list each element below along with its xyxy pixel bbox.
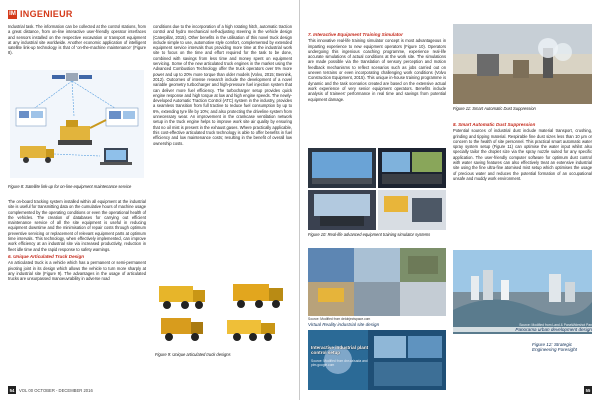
articulated-truck-icon <box>227 320 275 341</box>
right-column-2-body <box>453 120 592 183</box>
satellite-diagram-svg <box>10 70 144 178</box>
left-footer <box>8 386 93 394</box>
page-number: 55 <box>585 387 591 393</box>
panorama-svg <box>453 250 592 334</box>
virtual-reality-image <box>308 248 446 316</box>
figure-11-caption: Figure 11: Smart Automatic Dust Suppression <box>453 106 536 111</box>
paragraph: The on-board tracking system installed within all equipment at the industrial site is useful for transmitting data on the cumulative hours of machine usage complemented by the operating conditions or even the operational health of the vehicles. The creation of databases for carrying out efficient maintenance service of all the site equipment is useful in reducing equipment downtime and the minimisation of repair costs through optimum preventive servicing or replacement of relevant equipment parts at optimum time intervals. This technology, when effectively implemented, can improve work efficiency at an industrial site via increased productivity, reduction in fleet idle time and the rapid response to safety warnings. <box>8 199 146 252</box>
figure-12-caption: Figure 12: Strategic Engineering Foresight <box>532 342 577 353</box>
section-8-heading: 8. Smart Automatic Dust Suppression <box>453 122 536 127</box>
panorama-source: Source: Modified from Land & PanaWideshot Pan <box>519 323 592 327</box>
figure-9-trucks <box>155 278 292 348</box>
paragraph: An articulated truck is a vehicle which has a permanent or semi-permanent pivoting joint in its design which allows the vehicle to turn more sharply at any industrial site (Figure 9). The advantages in the usage of articulated trucks are unsurpassed manoeuvrability in adverse road <box>8 260 146 282</box>
left-column-2-body <box>153 24 292 148</box>
right-page <box>300 0 600 400</box>
section-7-heading: 7. Interactive Equipment Training Simulator <box>308 32 403 37</box>
panorama-urban-image <box>453 250 592 334</box>
trucks-svg <box>155 278 292 348</box>
figure-11-dust-suppression-image <box>453 24 592 104</box>
figure-8-satellite-diagram <box>10 70 144 178</box>
page-number: 54 <box>9 387 15 393</box>
dust-suppression-svg <box>453 24 592 104</box>
paragraph: Potential sources of industrial dust include material transport, crushing, grinding and tipping material. Respirable fine dust sizes less than 10 μm or concern to the health of site personnel. This practical smart automatic water spray system setup (Figure 11) can optimise the water input whilst also specially tailor the droplet size via the spray nozzle suited for any specific application. The user-friendly computer software for optimum dust control with water saving features can also effectively treat an extensive industrial site using the fine ultra-fine atomised mist setup which optimises the usage of precious water and reduces the potential formation of an occupational unsafe and muddy work environment. <box>453 128 592 181</box>
figure-9-caption: Figure 9: Unique articulated truck designs <box>155 352 231 357</box>
virtual-label: Virtual Reality industrial site design <box>308 322 380 327</box>
right-column-1-body <box>308 30 446 104</box>
virtual-source: Source: Modified from delobjectspace.com <box>308 317 371 321</box>
magazine-logo-icon: IM <box>9 11 16 17</box>
figure-8-caption: Figure 8: Satellite link-up for on-line equipment maintenance service <box>8 184 132 189</box>
right-footer <box>584 386 592 394</box>
paragraph: conditions due to the incorporation of a high rotating hitch, automatic traction control and hydro mechanical self-adjusting steering in the vehicle design (Caterpillar, 2015). Other benefits in the utilisation of this novel truck design include simple to use, automotive style comfort, complemented by extended equipment service intervals thus providing more time at the industrial work site to focus on the time and effort required for the task to be done, combined with savings from less time and money spent on equipment servicing. Some of the new articulated truck engines in the market using the Advanced Combustion Technology offer the truck operators over 5% more power and up to 20% more torque than older models (Volvo, 2015; Bennink, 2012). Outcomes of intense research include the development of a novel variable geometry turbocharger and high-pressure fuel injection system that can deliver more fuel efficiency. The turbocharger setup provides quick engine response and high torque at low and high engine speeds. The newly-developed Automatic Traction Control (ATC) system in the industry, provides a seamless transition from full tractive to reduce fuel consumption by up to 6%, extending tyre life by 10%; and also protecting the driveline system from unnecessary wear. An improvement in the crankcase ventilation network setup in the truck engine helps to improve work site air quality by ensuring that no oil mist is present in the exhaust gases. Where practically applicable, this cost-effective articulated truck technology is able to offer benefits in fuel efficiency and low maintenance costs; resulting in the benefit of overall low ownership costs. <box>153 24 292 146</box>
issue-label: VOL 00 OCTOBER - DECEMBER 2016 <box>19 387 93 393</box>
masthead <box>8 8 73 20</box>
figure-10-simulator-photos <box>308 148 446 230</box>
paragraph: This innovative real-life training simulator concept is most advantageous in imparting experience to new equipment operators (Figure 10). Operators undergoing this ingenious coaching programme, experience real-life accurate simulations of actual conditions at the work site. The simulations are made possible via the translation of sensory perception and motion feedback mechanisms to reflect scenarios such as jobs carried out on uneven terrains or even incorporating challenging work conditions (Volvo Construction Equipment, 2015). This unique in-house training programme is dynamic and the task scenarios created are based on the extensive actual work experience of very senior equipment operators. Benefits include analysis of trainees' performance in real time and savings from potential equipment damage. <box>308 38 446 102</box>
interactive-label: Interactive industrial plant control setup <box>311 345 369 356</box>
interactive-source: Source: Modified from dnr.ca/sada and plm.google.com <box>311 359 368 367</box>
left-column-1-body <box>8 199 146 283</box>
left-column-1-intro <box>8 24 146 58</box>
figure-10-caption: Figure 10: Real-life advanced equipment training simulator systems <box>308 232 431 237</box>
magazine-title: INGENIEUR <box>20 9 73 19</box>
simulator-photos-svg <box>308 148 446 230</box>
panorama-label: Panorama urban development design <box>453 327 592 332</box>
paragraph: Industrial task. The information can be collected at the control stations, from a great distance, from on-line interactive user-friendly operator interfaces and sensors installed on the respective excavation or transport equipment at any industrial site worldwide. Another economic application of intelligent satellite link-up technology is that of 'on-the-machine maintenance' (Figure 8). <box>8 24 146 56</box>
section-6-heading: 6. Unique Articulated Truck Design <box>8 253 85 259</box>
virtual-reality-svg <box>308 248 446 316</box>
